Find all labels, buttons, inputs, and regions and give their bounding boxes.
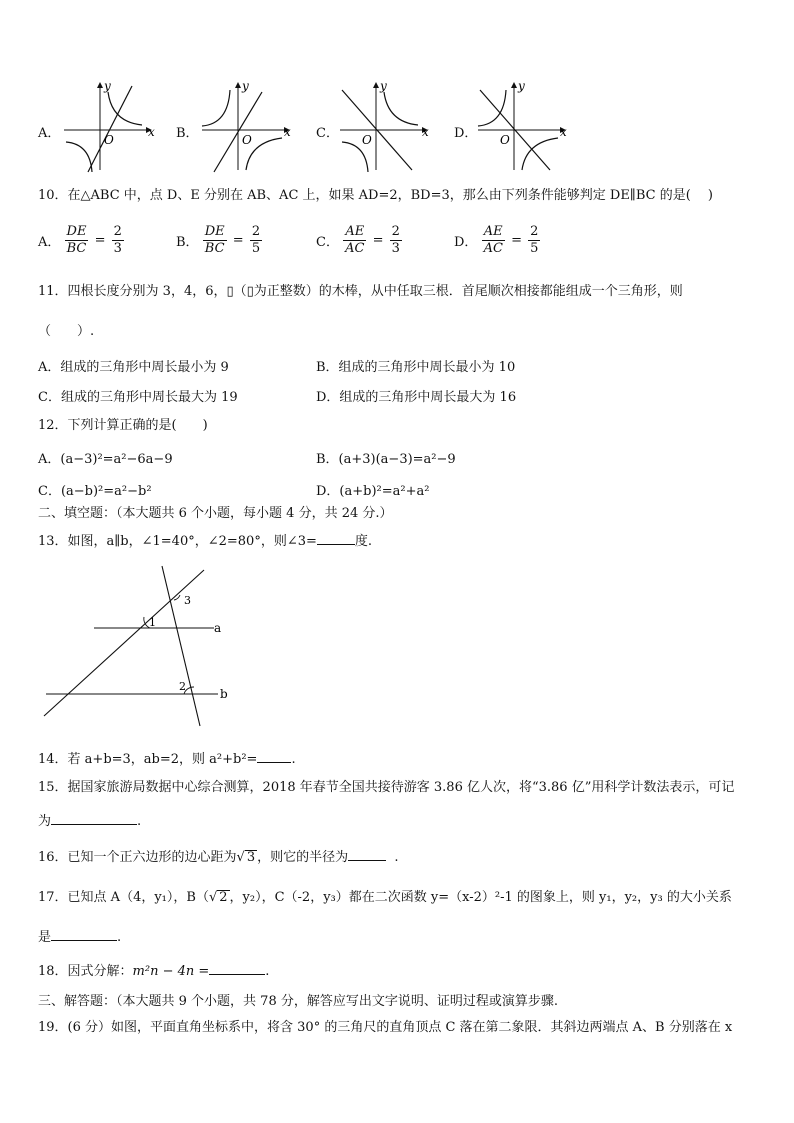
q19-line1: 19．(6 分）如图，平面直角坐标系中，将含 30° 的三角尺的直角顶点 C 落在第二象限．其斜边两端点 A、B 分别落在 x <box>38 1020 733 1035</box>
q9-d-x: x <box>560 125 567 139</box>
q9-b-origin: O <box>242 133 252 147</box>
q9-option-c-letter: C． <box>316 126 339 141</box>
q16-stem: 16．已知一个正六边形的边心距为√ 3 ，则它的半径为 . <box>38 850 399 865</box>
q11-option-d: D．组成的三角形中周长最大为 16 <box>316 390 517 405</box>
section-2-heading: 二、填空题：（本大题共 6 个小题，每小题 4 分，共 24 分.） <box>38 506 393 521</box>
q9-a-x: x <box>148 125 155 139</box>
q9-option-b-letter: B． <box>176 126 199 141</box>
q9-d-origin: O <box>500 133 510 147</box>
q15-line1: 15．据国家旅游局数据中心综合测算，2018 年春节全国共接待游客 3.86 亿人次，将“3.86 亿”用科学计数法表示，可记 <box>38 780 735 795</box>
q9-option-d-letter: D． <box>454 126 478 141</box>
q10-option-b: B． $\frac{DE}{BC}$ = $\frac{2}{5}$ <box>176 224 261 256</box>
q17-line2: 是 . <box>38 930 122 945</box>
q9-graph-d <box>474 80 568 174</box>
section-3-heading: 三、解答题：（本大题共 9 个小题，共 78 分，解答应写出文字说明、证明过程或演算步骤. <box>38 994 558 1009</box>
q9-graph-a <box>60 80 154 174</box>
q10-option-d: D． $\frac{AE}{AC}$ = $\frac{2}{5}$ <box>454 224 539 256</box>
q10-b-letter: B． <box>176 235 199 250</box>
q11-option-c: C．组成的三角形中周长最大为 19 <box>38 390 238 405</box>
q11-paren: （ ）. <box>38 324 95 339</box>
q18-answer-blank[interactable] <box>209 962 265 975</box>
q16-answer-blank[interactable] <box>348 848 386 861</box>
q9-option-a-letter: A． <box>38 126 61 141</box>
q12-option-c: C．(a−b)²=a²−b² <box>38 484 152 499</box>
q9-graph-c <box>336 80 430 174</box>
q13-angle-1: 1 <box>149 616 156 629</box>
q13-angle-3: 3 <box>184 594 191 607</box>
q12-option-b: B．(a+3)(a−3)=a²−9 <box>316 452 456 467</box>
q18-stem: 18．因式分解：m²n − 4n = . <box>38 964 270 979</box>
q10-a-letter: A． <box>38 235 61 250</box>
q9-a-y: y <box>104 79 111 93</box>
q9-a-origin: O <box>104 133 114 147</box>
q13-line-b: b <box>220 687 228 701</box>
q11-option-a: A．组成的三角形中周长最小为 9 <box>38 360 229 375</box>
q10-stem: 10．在△ABC 中，点 D、E 分别在 AB、AC 上，如果 AD=2，BD=3，那么由下列条件能够判定 DE∥BC 的是( ) <box>38 188 713 203</box>
q12-option-a: A．(a−3)²=a²−6a−9 <box>38 452 173 467</box>
q11-option-b: B．组成的三角形中周长最小为 10 <box>316 360 516 375</box>
q10-option-c: C． $\frac{AE}{AC}$ = $\frac{2}{3}$ <box>316 224 400 256</box>
q12-stem: 12．下列计算正确的是( ) <box>38 418 208 433</box>
q13-stem: 13．如图，a∥b，∠1=40°，∠2=80°，则∠3= 度. <box>38 534 373 549</box>
q14-stem: 14．若 a+b=3，ab=2，则 a²+b²= . <box>38 752 296 767</box>
q9-c-origin: O <box>362 133 372 147</box>
q9-graph-b <box>198 80 292 174</box>
q16-radicand: 3 <box>246 850 256 865</box>
q15-answer-blank[interactable] <box>51 812 137 825</box>
q10-option-a: A． $\frac{DE}{BC}$ = $\frac{2}{3}$ <box>38 224 122 256</box>
q13-figure <box>38 560 238 730</box>
q14-answer-blank[interactable] <box>257 750 291 763</box>
q15-line2: 为 . <box>38 814 142 829</box>
q11-stem: 11．四根长度分别为 3，4，6，▯（▯为正整数）的木棒，从中任取三根．首尾顺次相接都能组成一个三角形，则 <box>38 284 683 299</box>
q9-b-y: y <box>242 79 249 93</box>
q13-line-a: a <box>214 621 222 635</box>
q9-c-y: y <box>380 79 387 93</box>
q17-radicand: 2 <box>219 890 228 905</box>
q13-angle-2: 2 <box>179 680 186 693</box>
q9-d-y: y <box>518 79 525 93</box>
q12-option-d: D．(a+b)²=a²+a² <box>316 484 430 499</box>
q13-answer-blank[interactable] <box>317 532 355 545</box>
q9-c-x: x <box>422 125 429 139</box>
q17-answer-blank[interactable] <box>51 928 117 941</box>
q17-line1: 17．已知点 A（4，y₁），B（√ 2 ，y₂），C（-2，y₃）都在二次函数 y=（x-2）²-1 的图象上，则 y₁，y₂，y₃ 的大小关系 <box>38 890 732 905</box>
q10-d-letter: D． <box>454 235 478 250</box>
q9-b-x: x <box>284 125 291 139</box>
q18-expression: m²n − 4n = <box>132 964 210 979</box>
q10-c-letter: C． <box>316 235 339 250</box>
